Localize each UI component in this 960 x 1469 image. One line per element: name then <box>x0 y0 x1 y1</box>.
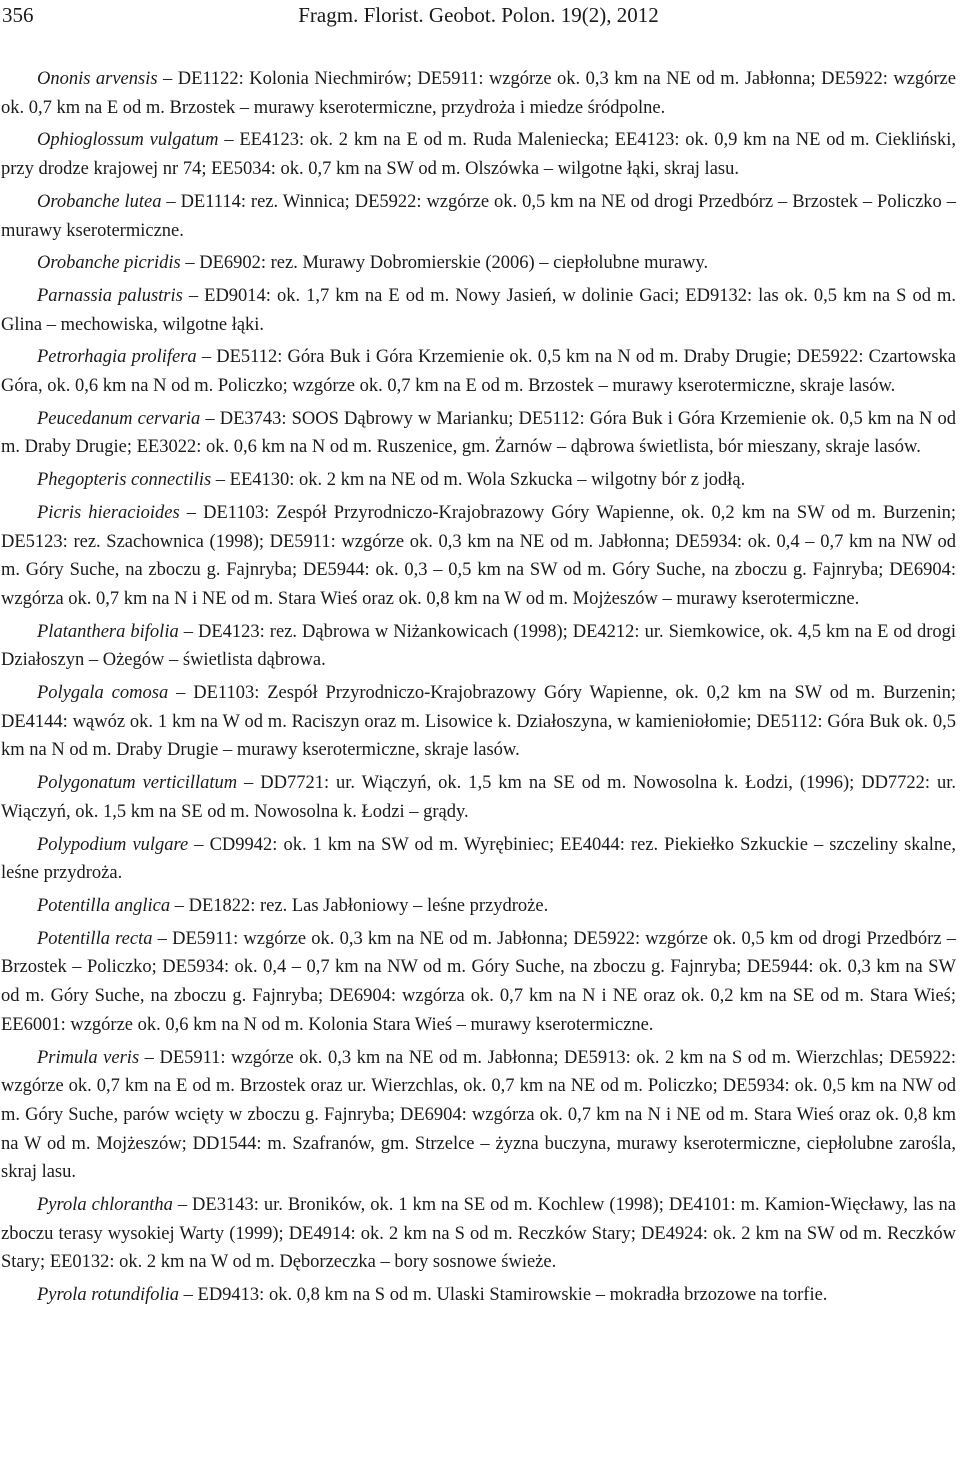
species-name: Polygala comosa <box>37 683 169 704</box>
species-name: Potentilla anglica <box>37 895 171 916</box>
species-name: Primula veris <box>37 1047 140 1068</box>
locality-text: – DE1103: Zespół Przyrodniczo-Krajobrazowy Góry Wapienne, ok. 0,2 km na SW od m. Burzenin; DE4144: wąwóz ok. 1 km na W od m. Raciszyn oraz m. Lisowice k. Działoszyna, w kamieniołomie; DE5112: Góra Buk ok. 0,5 km na N od m. Draby Drugie – murawy kserotermiczne, skraje lasów. <box>1 683 957 761</box>
locality-text: – DE5911: wzgórze ok. 0,3 km na NE od m. Jabłonna; DE5922: wzgórze ok. 0,5 km od drogi Przedbórz – Brzostek – Policzko; DE5934: ok. 0,4 – 0,7 km na NW od m. Góry Suche, na zboczu g. Fajnryba; DE5944: ok. 0,3 km na SW od m. Góry Suche, na zboczu g. Fajnryba; DE6904: wzgórza ok. 0,7 km na N i NE oraz ok. 0,2 km na SE od m. Stara Wieś; EE6001: wzgórze ok. 0,6 km na N od m. Kolonia Stara Wieś – murawy kserotermiczne. <box>1 928 956 1035</box>
species-name: Ononis arvensis <box>37 69 158 89</box>
species-entry <box>1 892 956 921</box>
species-entry <box>1 1191 956 1277</box>
species-name: Orobanche picridis <box>37 253 181 274</box>
journal-citation: Fragm. Florist. Geobot. Polon. 19(2), 2012 <box>298 3 659 27</box>
species-entry <box>1 831 956 888</box>
species-entry <box>1 282 956 339</box>
locality-text: – EE4130: ok. 2 km na NE od m. Wola Szkucka – wilgotny bór z jodłą. <box>211 470 746 491</box>
species-list <box>1 65 956 1310</box>
species-entry <box>1 1281 956 1310</box>
species-name: Phegopteris connectilis <box>37 470 212 491</box>
locality-text: – ED9413: ok. 0,8 km na S od m. Ulaski Stamirowskie – mokradła brzozowe na torfie. <box>179 1285 828 1306</box>
species-name: Potentilla recta <box>37 928 153 949</box>
locality-text: – DE3143: ur. Broników, ok. 1 km na SE od m. Kochlew (1998); DE4101: m. Kamion-Więcławy, las na zboczu terasy wysokiej Warty (1999); DE4914: ok. 2 km na S od m. Reczków Stary; DE4924: ok. 2 km na SW od m. Reczków Stary; EE0132: ok. 2 km na W od m. Dęborzeczka – bory sosnowe świeże. <box>1 1195 956 1273</box>
species-entry <box>1 466 956 495</box>
species-name: Pyrola chlorantha <box>37 1195 173 1216</box>
locality-text: – DE4123: rez. Dąbrowa w Niżankowicach (1998); DE4212: ur. Siemkowice, ok. 4,5 km na E od drogi Działoszyn – Ożegów – świetlista dąbrowa. <box>1 621 956 671</box>
species-name: Ophioglossum vulgatum <box>37 130 219 151</box>
locality-text: – DE1114: rez. Winnica; DE5922: wzgórze ok. 0,5 km na NE od drogi Przedbórz – Brzostek – Policzko – murawy kserotermiczne. <box>1 191 956 241</box>
locality-text: – DE5911: wzgórze ok. 0,3 km na NE od m. Jabłonna; DE5913: ok. 2 km na S od m. Wierzchlas; DE5922: wzgórze ok. 0,7 km na E od m. Brzostek oraz ur. Wierzchlas, ok. 0,7 km na NE od m. Policzko; DE5934: ok. 0,5 km na NW od m. Góry Suche, parów wcięty w zboczu g. Fajnryba; DE6904: wzgórza ok. 0,7 km na N i NE od m. Stara Wieś oraz ok. 0,8 km na W od m. Mojżeszów; DD1544: m. Szafranów, gm. Strzelce – żyzna buczyna, murawy kserotermiczne, ciepłolubne zarośla, skraj lasu. <box>1 1047 956 1183</box>
species-entry <box>1 679 956 765</box>
locality-text: – EE4123: ok. 2 km na E od m. Ruda Maleniecka; EE4123: ok. 0,9 km na NE od m. Ciekliński, przy drodze krajowej nr 74; EE5034: ok. 0,7 km na SW od m. Olszówka – wilgotne łąki, skraj lasu. <box>1 130 957 180</box>
species-entry <box>1 499 956 614</box>
species-name: Pyrola rotundifolia <box>37 1285 180 1306</box>
locality-text: – DE3743: SOOS Dąbrowy w Marianku; DE5112: Góra Buk i Góra Krzemienie ok. 0,5 km na N od m. Draby Drugie; EE3022: ok. 0,6 km na N od m. Ruszenice, gm. Żarnów – dąbrowa świetlista, bór mieszany, skraje lasów. <box>1 408 957 458</box>
locality-text: – ED9014: ok. 1,7 km na E od m. Nowy Jasień, w dolinie Gaci; ED9132: las ok. 0,5 km na S od m. Glina – mechowiska, wilgotne łąki. <box>1 285 956 335</box>
locality-text: – DE6902: rez. Murawy Dobromierskie (2006) – ciepłolubne murawy. <box>180 253 709 274</box>
species-name: Polygonatum verticillatum <box>37 773 238 794</box>
locality-text: – DE1122: Kolonia Niechmirów; DE5911: wzgórze ok. 0,3 km na NE od m. Jabłonna; DE5922: wzgórze ok. 0,7 km na E od m. Brzostek – murawy kserotermiczne, przydroża i miedze śródpolne. <box>1 69 956 118</box>
species-name: Platanthera bifolia <box>37 621 179 642</box>
species-entry <box>1 769 956 826</box>
species-name: Orobanche lutea <box>37 191 162 212</box>
journal-page <box>0 3 960 1469</box>
species-entry <box>1 126 956 183</box>
running-head <box>1 3 956 33</box>
page-number: 356 <box>2 3 34 27</box>
species-name: Picris hieracioides <box>37 502 180 523</box>
species-entry <box>1 188 956 245</box>
species-entry <box>1 249 956 278</box>
locality-text: – DE1822: rez. Las Jabłoniowy – leśne przydroże. <box>170 895 549 916</box>
species-entry <box>1 65 956 122</box>
species-entry <box>1 618 956 675</box>
locality-text: – DD7721: ur. Wiączyń, ok. 1,5 km na SE od m. Nowosolna k. Łodzi, (1996); DD7722: ur. Wiączyń, ok. 1,5 km na SE od m. Nowosolna k. Łodzi – grądy. <box>1 773 957 822</box>
species-entry <box>1 1044 956 1188</box>
locality-text: – DE1103: Zespół Przyrodniczo-Krajobrazowy Góry Wapienne, ok. 0,2 km na SW od m. Burzenin; DE5123: rez. Szachownica (1998); DE5911: wzgórze ok. 0,3 km na NE od m. Jabłonna; DE5934: ok. 0,4 – 0,7 km na NW od m. Góry Suche, na zboczu g. Fajnryba; DE5944: ok. 0,3 – 0,5 km na SW od m. Góry Suche, na zboczu g. Fajnryba; DE6904: wzgórza ok. 0,7 km na N i NE od m. Stara Wieś oraz ok. 0,8 km na W od m. Mojżeszów – murawy kserotermiczne. <box>1 502 956 609</box>
locality-text: – CD9942: ok. 1 km na SW od m. Wyrębiniec; EE4044: rez. Piekiełko Szkuckie – szczeliny skalne, leśne przydroża. <box>1 834 956 884</box>
species-name: Polypodium vulgare <box>37 834 189 855</box>
species-entry <box>1 343 956 400</box>
locality-text: – DE5112: Góra Buk i Góra Krzemienie ok. 0,5 km na N od m. Draby Drugie; DE5922: Czartowska Góra, ok. 0,6 km na N od m. Policzko; wzgórze ok. 0,7 km na E od m. Brzostek – murawy kserotermiczne, skraje lasów. <box>1 347 957 397</box>
species-name: Parnassia palustris <box>37 285 183 306</box>
species-entry <box>1 925 956 1040</box>
species-entry <box>1 405 956 462</box>
species-name: Peucedanum cervaria <box>37 408 201 429</box>
species-name: Petrorhagia prolifera <box>37 347 197 368</box>
